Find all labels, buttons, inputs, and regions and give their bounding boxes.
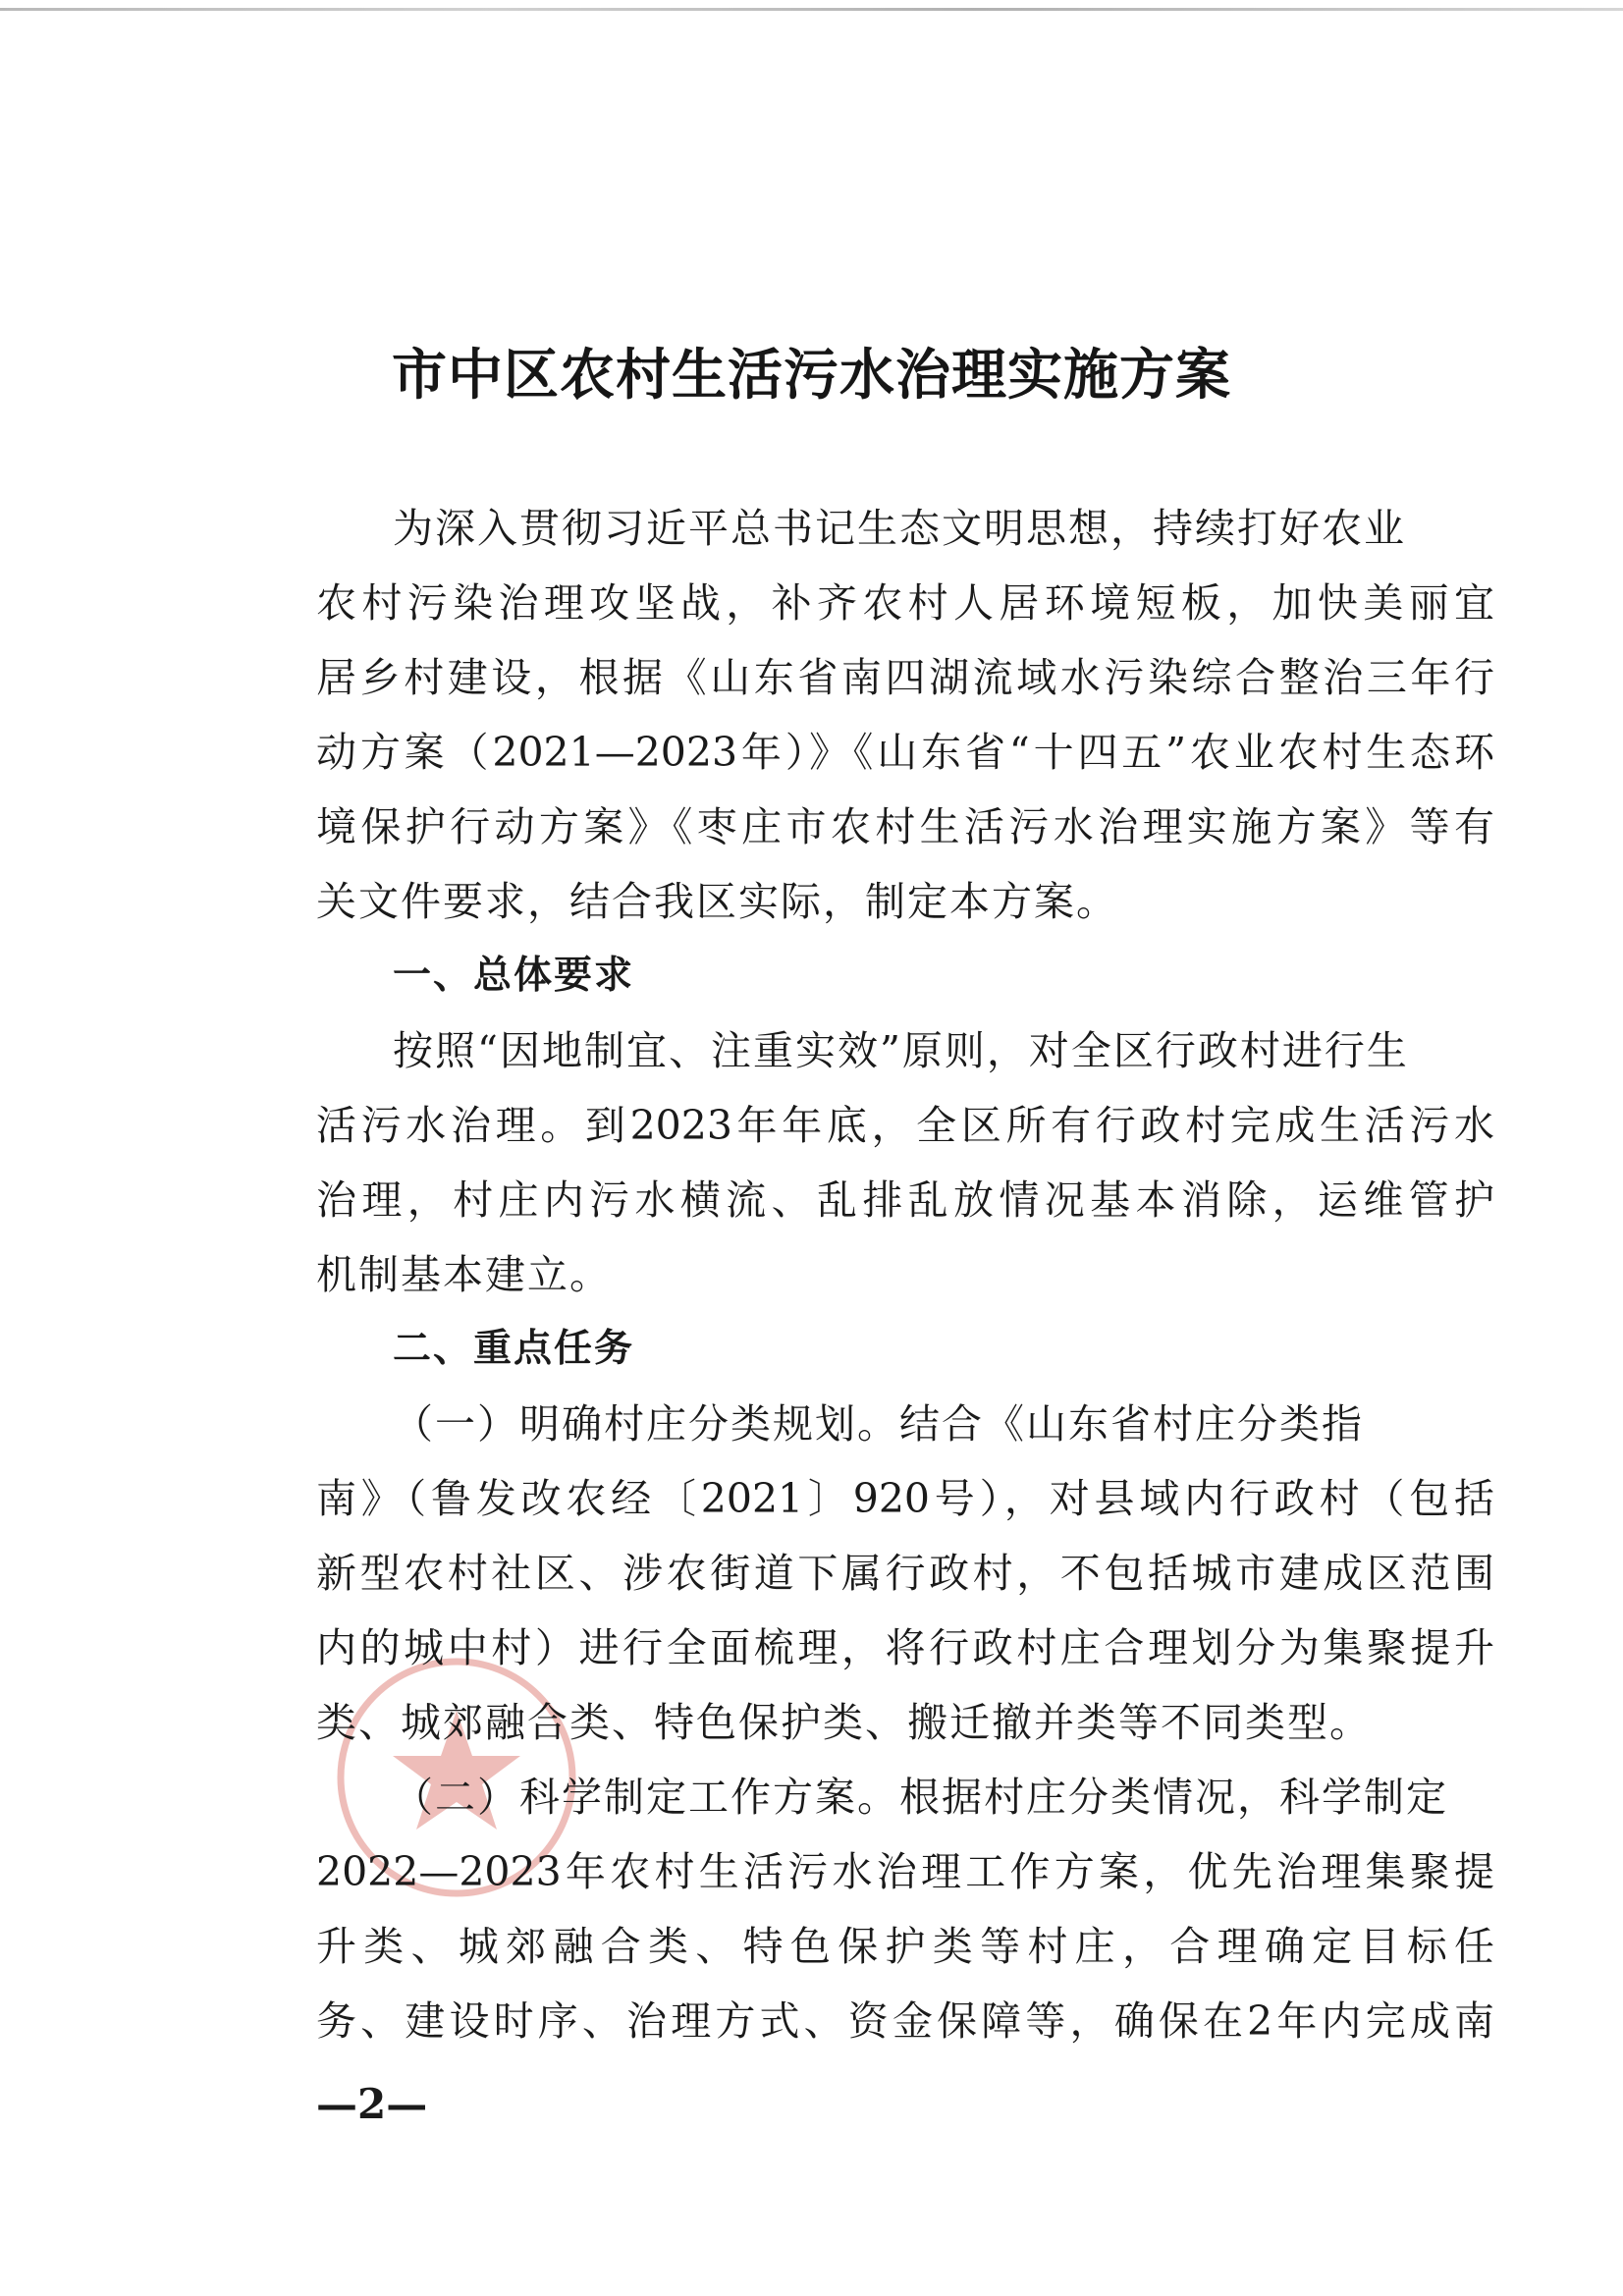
section-heading: 二、重点任务	[393, 1327, 635, 1371]
paragraph-line: 内的城中村）进行全面梳理，将行政村庄合理划分为集聚提升	[316, 1624, 1494, 1671]
paragraph-line: 升类、城郊融合类、特色保护类等村庄，合理确定目标任	[316, 1923, 1494, 1970]
paragraph-line: 关文件要求，结合我区实际，制定本方案。	[316, 878, 1118, 925]
paragraph-line: 类、城郊融合类、特色保护类、搬迁撤并类等不同类型。	[316, 1699, 1372, 1746]
paragraph-line: 居乡村建设，根据《山东省南四湖流域水污染综合整治三年行	[316, 654, 1494, 701]
paragraph-line: 为深入贯彻习近平总书记生态文明思想，持续打好农业	[393, 505, 1406, 552]
paragraph-line: 活污水治理。到2023年年底，全区所有行政村完成生活污水	[316, 1102, 1494, 1149]
paragraph-line: 务、建设时序、治理方式、资金保障等，确保在2年内完成南	[316, 1997, 1494, 2045]
document-body	[316, 491, 1494, 2058]
paragraph-line: 动方案（2021—2023年）》《山东省“十四五”农业农村生态环	[316, 729, 1494, 776]
paragraph-line: 2022—2023年农村生活污水治理工作方案，优先治理集聚提	[316, 1848, 1494, 1895]
paragraph-line: 机制基本建立。	[316, 1251, 612, 1298]
paragraph-line: 治理，村庄内污水横流、乱排乱放情况基本消除，运维管护	[316, 1176, 1494, 1224]
document-title: 市中区农村生活污水治理实施方案	[392, 344, 1231, 408]
paragraph-line: 新型农村社区、涉农街道下属行政村，不包括城市建成区范围	[316, 1550, 1494, 1597]
paragraph-line: 农村污染治理攻坚战，补齐农村人居环境短板，加快美丽宜	[316, 579, 1494, 627]
page-number: —2—	[316, 2080, 428, 2128]
paragraph-line: 南》（鲁发改农经〔2021〕920号），对县域内行政村（包括	[316, 1475, 1494, 1522]
paragraph-line: （一）明确村庄分类规划。结合《山东省村庄分类指	[393, 1400, 1364, 1448]
scan-edge	[0, 8, 1623, 11]
paragraph-line: （二）科学制定工作方案。根据村庄分类情况，科学制定	[393, 1774, 1448, 1821]
paragraph-line: 境保护行动方案》《枣庄市农村生活污水治理实施方案》等有	[316, 803, 1494, 850]
section-heading: 一、总体要求	[393, 954, 635, 998]
paragraph-line: 按照“因地制宜、注重实效”原则，对全区行政村进行生	[393, 1027, 1409, 1074]
